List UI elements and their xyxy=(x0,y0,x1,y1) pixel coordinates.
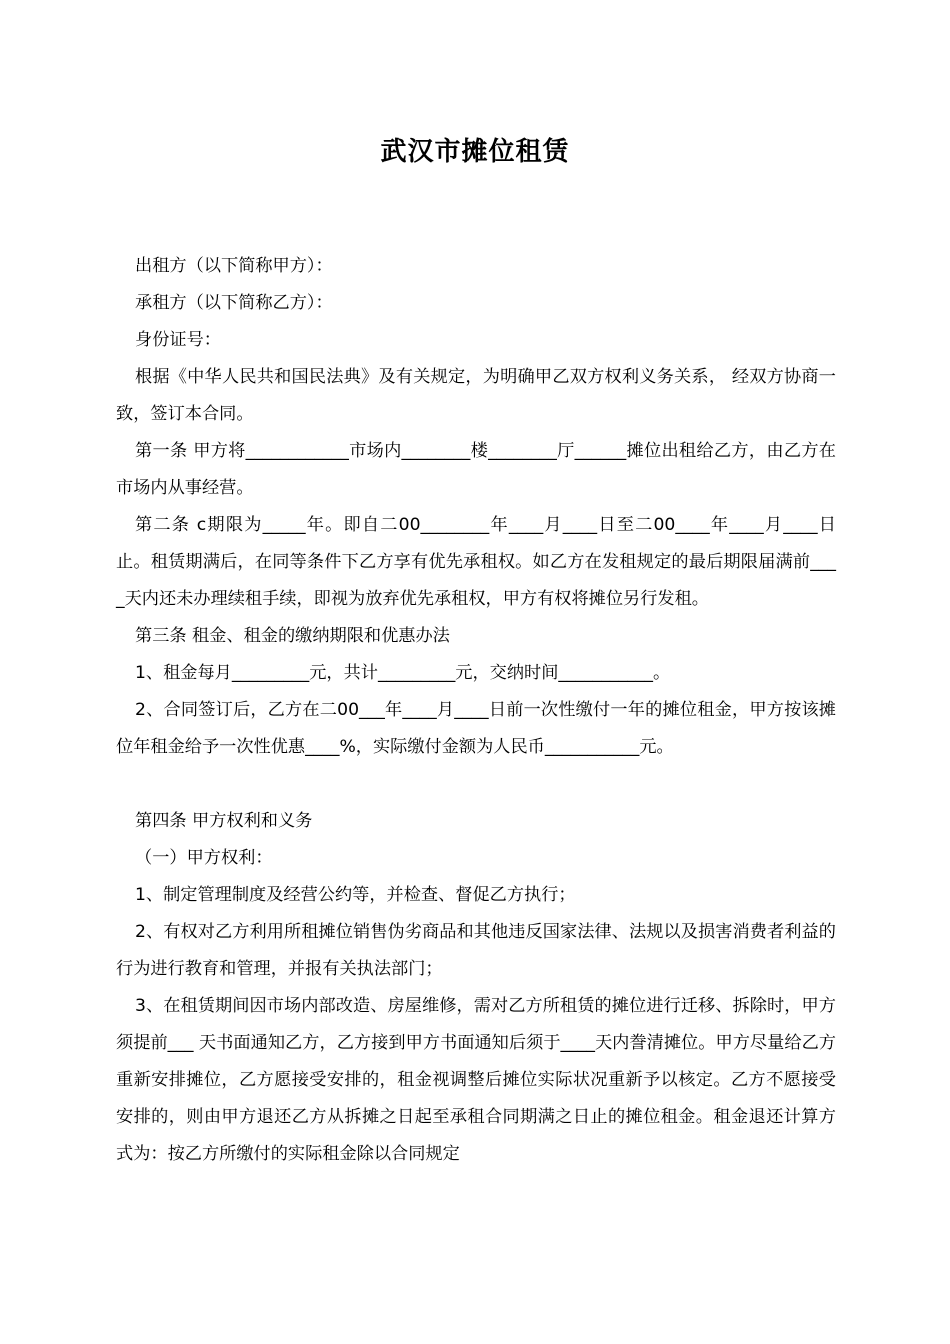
paragraph-id-number: 身份证号： xyxy=(135,330,221,350)
paragraph-article-1: 第一条 甲方将____________市场内________楼________厅______摊位出租给乙方，由乙方在市场内从事经营。 xyxy=(116,441,836,498)
paragraph-lessee: 承租方（以下简称乙方）： xyxy=(135,293,333,313)
paragraph-article-3-item-2: 2、合同签订后，乙方在二00___年____月____日前一次性缴付一年的摊位租金，甲方按该摊位年租金给予一次性优惠____%，实际缴付金额为人民币___________元。 xyxy=(116,700,836,757)
paragraph-article-4-section-1: （一）甲方权利： xyxy=(135,848,273,868)
paragraph-article-3: 第三条 租金、租金的缴纳期限和优惠办法 xyxy=(135,626,450,646)
document-title: 武汉市摊位租赁 xyxy=(380,137,570,167)
paragraph-article-4: 第四条 甲方权利和义务 xyxy=(135,811,313,831)
paragraph-article-4-item-3: 3、在租赁期间因市场内部改造、房屋维修，需对乙方所租赁的摊位进行迁移、拆除时，甲方须提前___ 天书面通知乙方，乙方接到甲方书面通知后须于____天内誊清摊位。甲方尽量给乙方重新安排摊位，乙方愿接受安排的，租金视调整后摊位实际状况重新予以核定。乙方不愿接受安排的，则由甲方退还乙方从拆摊之日起至承租合同期满之日止的摊位租金。租金退还计算方式为：按乙方所缴付的实际租金除以合同规定 xyxy=(116,996,836,1164)
paragraph-article-4-item-1: 1、制定管理制度及经营公约等，并检查、督促乙方执行； xyxy=(135,885,576,905)
paragraph-preamble: 根据《中华人民共和国民法典》及有关规定，为明确甲乙双方权利义务关系， 经双方协商一致，签订本合同。 xyxy=(116,367,836,424)
paragraph-article-2: 第二条 c期限为_____年。即自二00________年____月____日至二00____年____月____日止。租赁期满后，在同等条件下乙方享有优先承租权。如乙方在发租规定的最后期限届满前____天内还未办理续租手续，即视为放弃优先承租权，甲方有权将摊位另行发租。 xyxy=(116,515,836,609)
paragraph-article-3-item-1: 1、租金每月_________元，共计_________元，交纳时间___________。 xyxy=(135,663,671,683)
document-body xyxy=(116,248,836,1173)
paragraph-article-4-item-2: 2、有权对乙方利用所租摊位销售伪劣商品和其他违反国家法律、法规以及损害消费者利益的行为进行教育和管理，并报有关执法部门； xyxy=(116,922,836,979)
paragraph-lessor: 出租方（以下简称甲方）： xyxy=(135,256,333,276)
